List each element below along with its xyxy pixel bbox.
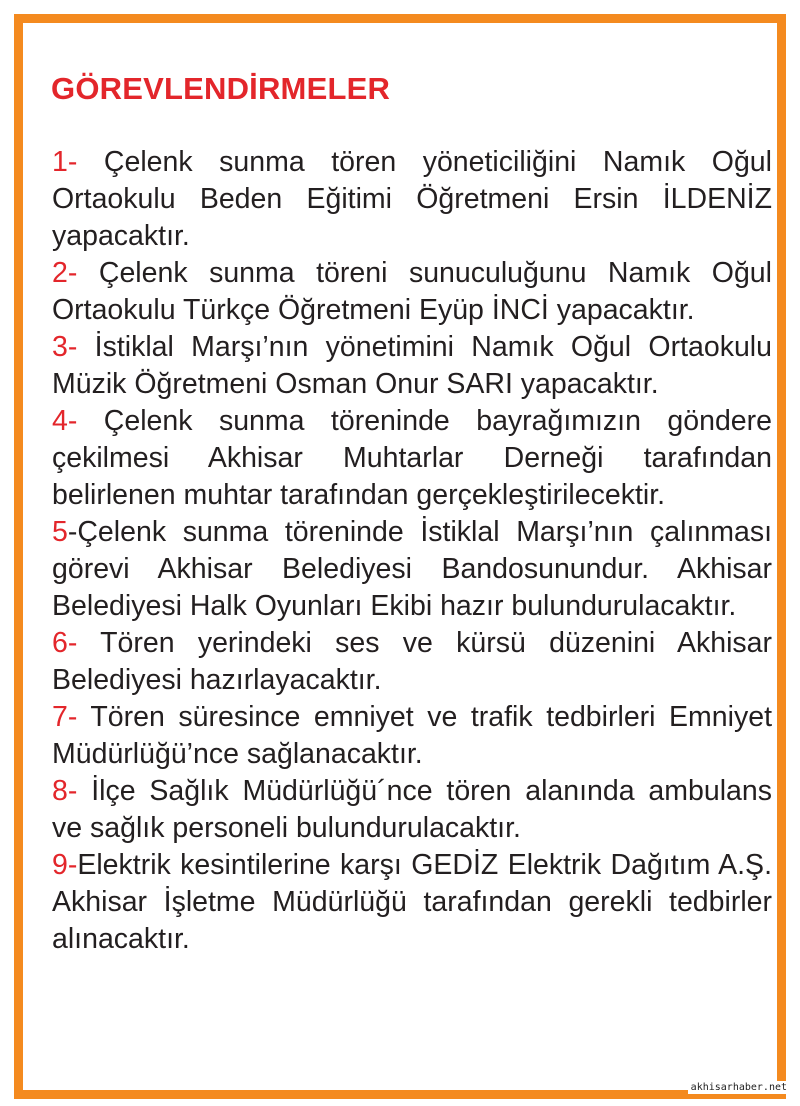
duty-item-9 <box>52 847 772 958</box>
item-number: 9- <box>52 849 78 881</box>
duty-item-3 <box>52 329 772 403</box>
notice-title: GÖREVLENDİRMELER <box>51 71 391 106</box>
item-text: Tören yerindeki ses ve kürsü düzenini Akhisar Belediyesi hazırlayacaktır. <box>52 627 772 696</box>
notice-frame <box>14 14 786 1099</box>
item-text: Tören süresince emniyet ve trafik tedbirleri Emniyet Müdürlüğü’nce sağlanacaktır. <box>52 701 772 770</box>
duty-list <box>52 144 772 958</box>
site-watermark: akhisarhaber.net <box>688 1081 790 1094</box>
duty-item-6 <box>52 625 772 699</box>
item-number: 2- <box>52 257 78 289</box>
item-number: 7- <box>52 701 78 733</box>
item-number: 8- <box>52 775 78 807</box>
item-text: Çelenk sunma tören yöneticiliğini Namık Oğul Ortaokulu Beden Eğitimi Öğretmeni Ersin İLDENİZ yapacaktır. <box>52 146 772 252</box>
item-number: 6- <box>52 627 78 659</box>
item-number: 5 <box>52 516 68 548</box>
item-number: 3- <box>52 331 78 363</box>
item-text: İstiklal Marşı’nın yönetimini Namık Oğul Ortaokulu Müzik Öğretmeni Osman Onur SARI yapacaktır. <box>52 331 772 400</box>
item-text: Çelenk sunma töreni sunuculuğunu Namık Oğul Ortaokulu Türkçe Öğretmeni Eyüp İNCİ yapacaktır. <box>52 257 772 326</box>
item-text: -Çelenk sunma töreninde İstiklal Marşı’nın çalınması görevi Akhisar Belediyesi Bandosunundur. Akhisar Belediyesi Halk Oyunları Ekibi hazır bulundurulacaktır. <box>52 516 772 622</box>
duty-item-8 <box>52 773 772 847</box>
duty-item-5 <box>52 514 772 625</box>
item-number: 1- <box>52 146 78 178</box>
duty-item-4 <box>52 403 772 514</box>
duty-item-2 <box>52 255 772 329</box>
duty-item-1 <box>52 144 772 255</box>
item-text: İlçe Sağlık Müdürlüğü´nce tören alanında ambulans ve sağlık personeli bulundurulacaktır. <box>52 775 772 844</box>
item-text: Elektrik kesintilerine karşı GEDİZ Elektrik Dağıtım A.Ş. Akhisar İşletme Müdürlüğü tarafından gerekli tedbirler alınacaktır. <box>52 849 772 955</box>
duty-item-7 <box>52 699 772 773</box>
item-number: 4- <box>52 405 78 437</box>
item-text: Çelenk sunma töreninde bayrağımızın göndere çekilmesi Akhisar Muhtarlar Derneği tarafından belirlenen muhtar tarafından gerçekleştirilecektir. <box>52 405 772 511</box>
